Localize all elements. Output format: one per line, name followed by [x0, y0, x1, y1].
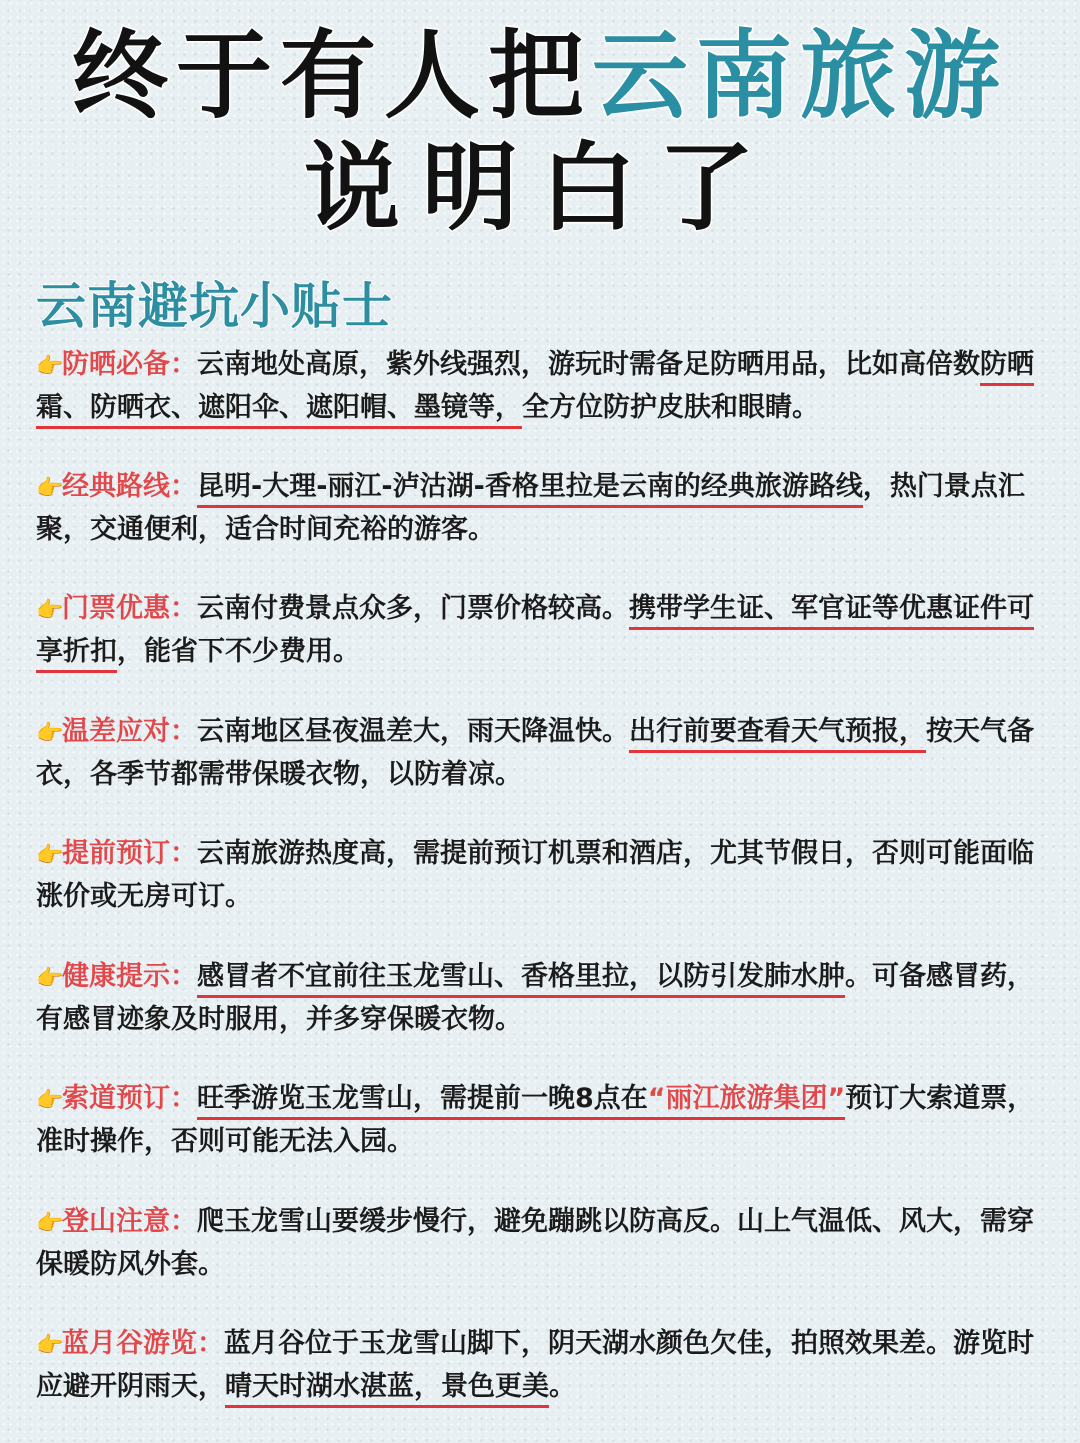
tip-health [36, 956, 1036, 1040]
page-title-line-1 [0, 20, 1080, 132]
tip-ticket-discount [36, 588, 1036, 672]
title-dark-text: 终于有人把 [72, 20, 592, 132]
tip-label: 经典路线： [62, 471, 197, 502]
pointer-icon: 👉 [36, 1088, 64, 1113]
pointer-icon: 👉 [36, 843, 64, 868]
tip-temperature [36, 711, 1036, 795]
tip-text: 。可备感冒药，有感冒迹象及时服用，并多穿保暖衣物。 [36, 961, 1034, 1035]
tip-text: 。 [549, 1371, 576, 1402]
tip-text: 蓝月谷位于玉龙雪山脚下，阴天湖水颜色欠佳，拍照效果差。游览时应避开阴雨天， [36, 1328, 1034, 1402]
tip-highlight: 晴天时湖水湛蓝，景色更美 [225, 1371, 549, 1408]
tip-text: 爬玉龙雪山要缓步慢行，避免蹦跳以防高反。山上气温低、风大，需穿保暖防风外套。 [36, 1206, 1034, 1280]
tip-booking [36, 833, 1036, 917]
tip-highlight-text: 旺季游览玉龙雪山，需提前一晚8点在 [197, 1083, 648, 1114]
tip-text: ，热门景点汇聚，交通便利，适合时间充裕的游客。 [36, 471, 1025, 545]
pointer-icon: 👉 [36, 1211, 64, 1236]
tip-highlight: 携带学生证、军官证等优惠证件可享折扣 [36, 593, 1034, 673]
pointer-icon: 👉 [36, 598, 64, 623]
tip-text: 全方位防护皮肤和眼睛。 [522, 392, 819, 423]
title-teal-text: 云南旅游 [592, 20, 1008, 132]
tip-highlight [197, 1083, 845, 1120]
tip-label: 登山注意： [62, 1206, 197, 1237]
tip-blue-moon-valley [36, 1323, 1036, 1407]
pointer-icon: 👉 [36, 966, 64, 991]
tip-text: 按天气备衣，各季节都需带保暖衣物，以防着凉。 [36, 716, 1034, 790]
tip-label: 蓝月谷游览： [62, 1328, 224, 1359]
section-subtitle: 云南避坑小贴士 [36, 277, 393, 335]
tip-label: 门票优惠： [62, 593, 197, 624]
tip-label: 温差应对： [62, 716, 197, 747]
page-title-line-2: 说明白了 [304, 132, 776, 244]
tip-text: 云南付费景点众多，门票价格较高。 [197, 593, 629, 624]
tip-label: 防晒必备： [62, 349, 197, 380]
tip-text: 云南地处高原，紫外线强烈，游玩时需备足防晒用品，比如高倍数 [197, 349, 980, 380]
tip-text: 云南旅游热度高，需提前预订机票和酒店，尤其节假日，否则可能面临涨价或无房可订。 [36, 838, 1034, 912]
pointer-icon: 👉 [36, 1333, 64, 1358]
tip-label: 健康提示： [62, 961, 197, 992]
pointer-icon: 👉 [36, 721, 64, 746]
tip-highlight: 防晒霜、防晒衣、遮阳伞、遮阳帽、墨镜等， [36, 349, 1034, 429]
tip-climbing [36, 1201, 1036, 1285]
tip-highlight: 昆明-大理-丽江-泸沽湖-香格里拉是云南的经典旅游路线 [197, 471, 863, 508]
tip-text: ，能省下不少费用。 [117, 636, 360, 667]
tip-sunscreen [36, 344, 1036, 428]
tip-highlight: 感冒者不宜前往玉龙雪山、香格里拉，以防引发肺水肿 [197, 961, 845, 998]
pointer-icon: 👉 [36, 354, 64, 379]
tip-label: 索道预订： [62, 1083, 197, 1114]
tip-text: 云南地区昼夜温差大，雨天降温快。 [197, 716, 629, 747]
tip-highlight: 出行前要查看天气预报， [629, 716, 926, 753]
tip-classic-route [36, 466, 1036, 550]
tip-text: 预订大索道票，准时操作，否则可能无法入园。 [36, 1083, 1035, 1157]
tip-ropeway [36, 1078, 1036, 1162]
tip-label: 提前预订： [62, 838, 197, 869]
tip-quoted-name: “丽江旅游集团” [647, 1083, 846, 1114]
pointer-icon: 👉 [36, 476, 64, 501]
